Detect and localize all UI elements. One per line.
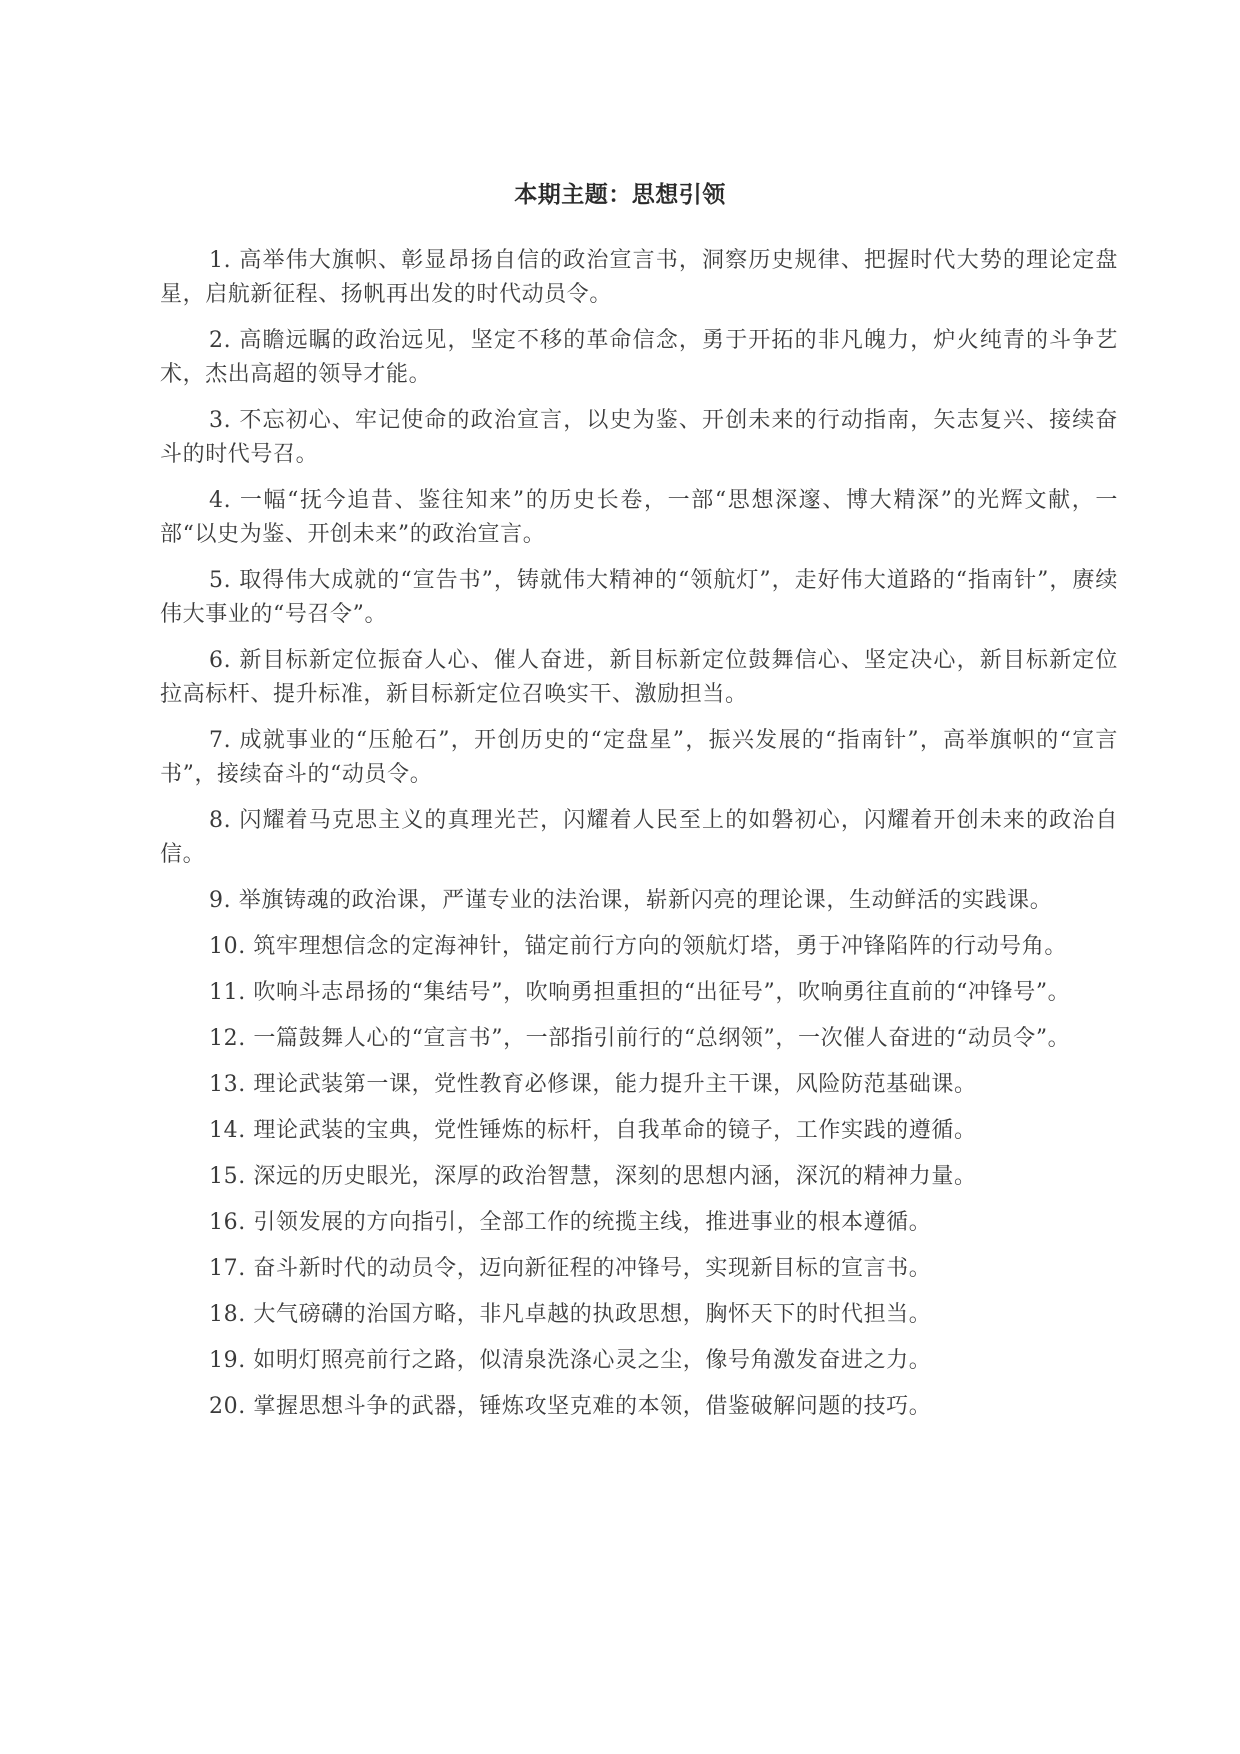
list-item: 1. 高举伟大旗帜、彰显昂扬自信的政治宣言书，洞察历史规律、把握时代大势的理论定盘星，启航新征程、扬帆再出发的时代动员令。 (160, 248, 1118, 307)
list-item: 13. 理论武装第一课，党性教育必修课，能力提升主干课，风险防范基础课。 (209, 1072, 977, 1097)
list-item: 6. 新目标新定位振奋人心、催人奋进，新目标新定位鼓舞信心、坚定决心，新目标新定位拉高标杆、提升标准，新目标新定位召唤实干、激励担当。 (160, 648, 1118, 707)
list-item: 20. 掌握思想斗争的武器，锤炼攻坚克难的本领，借鉴破解问题的技巧。 (209, 1394, 932, 1419)
list-item: 12. 一篇鼓舞人心的“宣言书”，一部指引前行的“总纲领”，一次催人奋进的“动员令”。 (209, 1026, 1071, 1051)
list-item: 2. 高瞻远瞩的政治远见，坚定不移的革命信念，勇于开拓的非凡魄力，炉火纯青的斗争艺术，杰出高超的领导才能。 (160, 328, 1118, 387)
list-item: 8. 闪耀着马克思主义的真理光芒，闪耀着人民至上的如磐初心，闪耀着开创未来的政治自信。 (160, 808, 1118, 867)
list-item: 18. 大气磅礴的治国方略，非凡卓越的执政思想，胸怀天下的时代担当。 (209, 1302, 932, 1327)
list-item: 17. 奋斗新时代的动员令，迈向新征程的冲锋号，实现新目标的宣言书。 (209, 1256, 932, 1281)
page-title: 本期主题：思想引领 (514, 182, 726, 208)
list-item: 19. 如明灯照亮前行之路，似清泉洗涤心灵之尘，像号角激发奋进之力。 (209, 1348, 932, 1373)
list-item: 16. 引领发展的方向指引，全部工作的统揽主线，推进事业的根本遵循。 (209, 1210, 932, 1235)
list-item: 3. 不忘初心、牢记使命的政治宣言，以史为鉴、开创未来的行动指南，矢志复兴、接续奋斗的时代号召。 (160, 408, 1118, 467)
list-item: 9. 举旗铸魂的政治课，严谨专业的法治课，崭新闪亮的理论课，生动鲜活的实践课。 (209, 888, 1053, 913)
list-item: 10. 筑牢理想信念的定海神针，锚定前行方向的领航灯塔，勇于冲锋陷阵的行动号角。 (209, 934, 1067, 959)
list-item: 5. 取得伟大成就的“宣告书”，铸就伟大精神的“领航灯”，走好伟大道路的“指南针”，赓续伟大事业的“号召令”。 (160, 568, 1118, 627)
list-item: 15. 深远的历史眼光，深厚的政治智慧，深刻的思想内涵，深沉的精神力量。 (209, 1164, 977, 1189)
list-item: 7. 成就事业的“压舱石”，开创历史的“定盘星”，振兴发展的“指南针”，高举旗帜的“宣言书”，接续奋斗的“动员令。 (160, 728, 1118, 787)
item-list (160, 244, 1118, 1436)
list-item: 4. 一幅“抚今追昔、鉴往知来”的历史长卷，一部“思想深邃、博大精深”的光辉文献，一部“以史为鉴、开创未来”的政治宣言。 (160, 488, 1118, 547)
list-item: 11. 吹响斗志昂扬的“集结号”，吹响勇担重担的“出征号”，吹响勇往直前的“冲锋号”。 (209, 980, 1071, 1005)
list-item: 14. 理论武装的宝典，党性锤炼的标杆，自我革命的镜子，工作实践的遵循。 (209, 1118, 977, 1143)
